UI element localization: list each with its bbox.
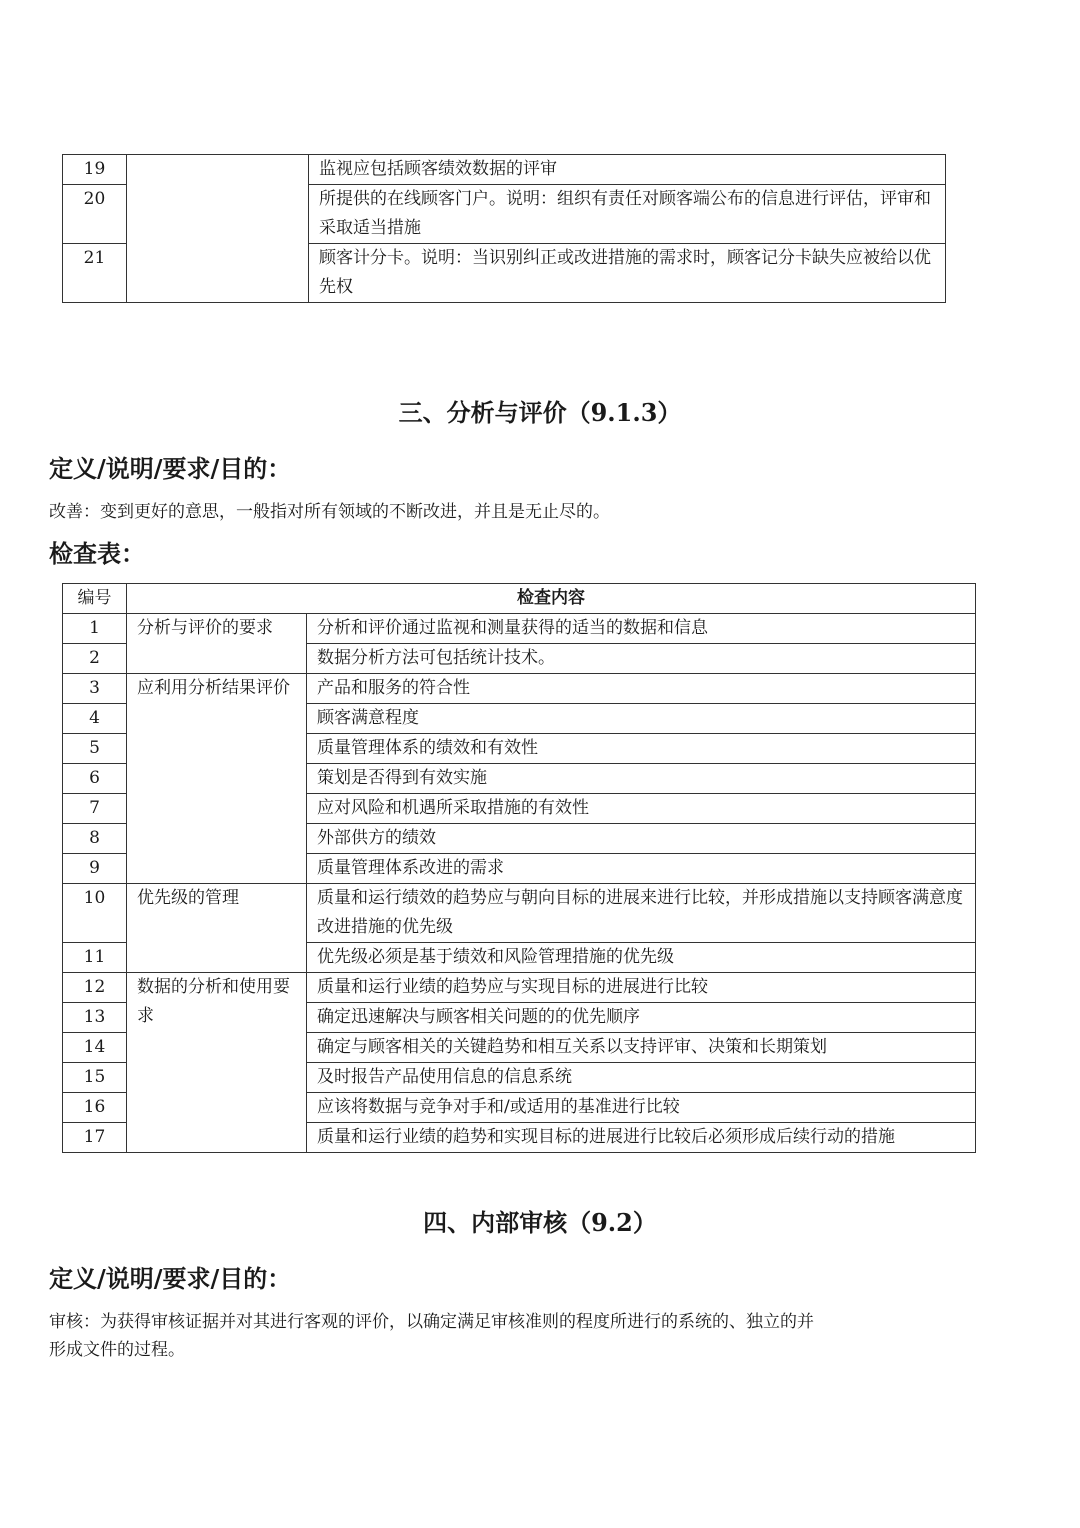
row-number: 6 [63, 764, 127, 794]
definition-text-line1: 审核：为获得审核证据并对其进行客观的评价，以确定满足审核准则的程度所进行的系统的、独立的并 [49, 1312, 814, 1332]
row-content: 策划是否得到有效实施 [307, 764, 976, 794]
table-header-row [63, 584, 976, 614]
row-number: 1 [63, 614, 127, 644]
row-number: 21 [63, 244, 127, 303]
row-content: 应对风险和机遇所采取措施的有效性 [307, 794, 976, 824]
row-number: 5 [63, 734, 127, 764]
row-content: 顾客满意程度 [307, 704, 976, 734]
row-number: 13 [63, 1003, 127, 1033]
row-number: 10 [63, 884, 127, 943]
row-content: 所提供的在线顾客门户。说明：组织有责任对顾客端公布的信息进行评估，评审和采取适当措施 [309, 185, 946, 244]
row-content: 质量管理体系改进的需求 [307, 854, 976, 884]
table-row [63, 884, 976, 943]
row-content: 分析和评价通过监视和测量获得的适当的数据和信息 [307, 614, 976, 644]
row-number: 20 [63, 185, 127, 244]
header-number: 编号 [63, 584, 127, 614]
row-content: 质量管理体系的绩效和有效性 [307, 734, 976, 764]
row-number: 8 [63, 824, 127, 854]
section-title: 三、分析与评价（9.1.3） [398, 398, 682, 427]
header-content: 检查内容 [127, 584, 976, 614]
group-label: 分析与评价的要求 [127, 614, 307, 674]
row-number: 16 [63, 1093, 127, 1123]
table-row [63, 155, 946, 185]
definition-text-line2: 形成文件的过程。 [49, 1340, 185, 1360]
row-number: 14 [63, 1033, 127, 1063]
row-number: 2 [63, 644, 127, 674]
group-label: 应利用分析结果评价 [127, 674, 307, 884]
row-number: 9 [63, 854, 127, 884]
definition-heading: 定义/说明/要求/目的： [49, 454, 292, 483]
section-title: 四、内部审核（9.2） [423, 1208, 657, 1237]
row-number: 3 [63, 674, 127, 704]
row-content: 优先级必须是基于绩效和风险管理措施的优先级 [307, 943, 976, 973]
table-row [63, 973, 976, 1003]
checklist-heading: 检查表： [49, 539, 145, 568]
row-number: 15 [63, 1063, 127, 1093]
row-content: 顾客计分卡。说明：当识别纠正或改进措施的需求时，顾客记分卡缺失应被给以优先权 [309, 244, 946, 303]
row-content: 产品和服务的符合性 [307, 674, 976, 704]
row-content: 数据分析方法可包括统计技术。 [307, 644, 976, 674]
row-content: 确定迅速解决与顾客相关问题的的优先顺序 [307, 1003, 976, 1033]
group-label: 数据的分析和使用要求 [127, 973, 307, 1153]
row-number: 17 [63, 1123, 127, 1153]
table-row [63, 614, 976, 644]
group-label-empty [127, 155, 309, 303]
checklist-table [62, 583, 976, 1153]
row-content: 应该将数据与竞争对手和/或适用的基准进行比较 [307, 1093, 976, 1123]
row-number: 7 [63, 794, 127, 824]
row-content: 确定与顾客相关的关键趋势和相互关系以支持评审、决策和长期策划 [307, 1033, 976, 1063]
row-content: 质量和运行业绩的趋势应与实现目标的进展进行比较 [307, 973, 976, 1003]
row-number: 4 [63, 704, 127, 734]
row-number: 11 [63, 943, 127, 973]
definition-text: 改善：变到更好的意思，一般指对所有领域的不断改进，并且是无止尽的。 [49, 502, 610, 522]
row-content: 质量和运行业绩的趋势和实现目标的进展进行比较后必须形成后续行动的措施 [307, 1123, 976, 1153]
row-content: 监视应包括顾客绩效数据的评审 [309, 155, 946, 185]
row-number: 12 [63, 973, 127, 1003]
table-row [63, 674, 976, 704]
row-number: 19 [63, 155, 127, 185]
row-content: 及时报告产品使用信息的信息系统 [307, 1063, 976, 1093]
row-content: 质量和运行绩效的趋势应与朝向目标的进展来进行比较，并形成措施以支持顾客满意度改进措施的优先级 [307, 884, 976, 943]
row-content: 外部供方的绩效 [307, 824, 976, 854]
continued-checklist-table [62, 154, 946, 303]
definition-heading: 定义/说明/要求/目的： [49, 1264, 292, 1293]
group-label: 优先级的管理 [127, 884, 307, 973]
